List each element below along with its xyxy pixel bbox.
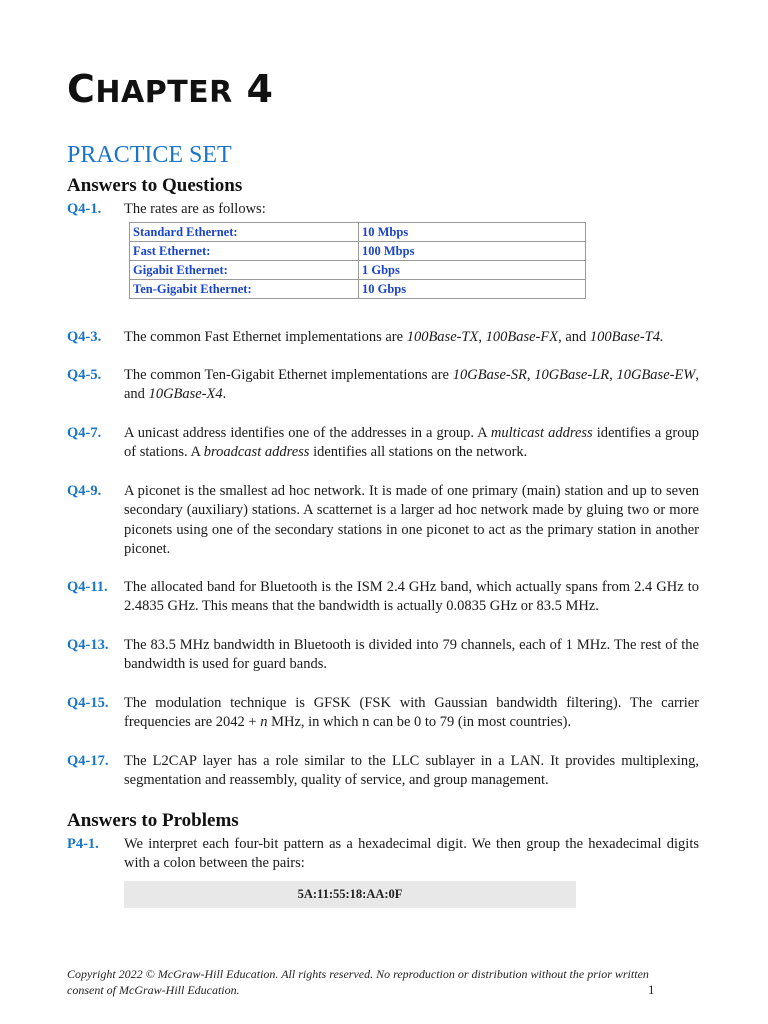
question-item <box>67 424 699 463</box>
problem-answer: We interpret each four-bit pattern as a hexadecimal digit. We then group the hexadecimal digits with a colon between the pairs: <box>124 836 699 872</box>
problem-item <box>67 835 699 874</box>
ethernet-rates-table <box>129 222 586 299</box>
chapter-title-initial: C <box>67 67 96 111</box>
problem-number: P4-1. <box>67 836 99 852</box>
table-row <box>130 280 586 299</box>
question-item <box>67 482 699 560</box>
question-item <box>67 328 699 347</box>
table-cell-rate: 10 Gbps <box>359 280 586 299</box>
question-item <box>67 578 699 617</box>
question-number: Q4-11. <box>67 579 108 595</box>
table-cell-rate: 1 Gbps <box>359 261 586 280</box>
questions-heading: Answers to Questions <box>67 175 243 196</box>
question-answer: The modulation technique is GFSK (FSK with Gaussian bandwidth filtering). The carrier frequencies are 2042 + n MHz, in which n can be 0 to 79 (in most countries). <box>124 695 699 731</box>
question-number: Q4-5. <box>67 367 102 383</box>
question-item <box>67 366 699 405</box>
table-cell-rate: 10 Mbps <box>359 223 586 242</box>
question-number: Q4-9. <box>67 483 102 499</box>
question-answer: The common Fast Ethernet implementations are 100Base-TX, 100Base-FX, and 100Base-T4. <box>124 329 664 345</box>
table-row <box>130 242 586 261</box>
problems-heading: Answers to Problems <box>67 810 239 831</box>
question-number: Q4-1. <box>67 201 102 217</box>
table-cell-name: Standard Ethernet: <box>130 223 359 242</box>
table-cell-name: Gigabit Ethernet: <box>130 261 359 280</box>
question-item <box>67 694 699 733</box>
table-row <box>130 223 586 242</box>
question-number: Q4-17. <box>67 753 109 769</box>
copyright-footer: Copyright 2022 © McGraw-Hill Education. All rights reserved. No reproduction or distribution without the prior written consent of McGraw-Hill Education. <box>67 967 649 997</box>
chapter-title <box>67 67 274 111</box>
question-answer: The 83.5 MHz bandwidth in Bluetooth is divided into 79 channels, each of 1 MHz. The rest of the bandwidth is used for guard bands. <box>124 637 699 673</box>
page-number: 1 <box>648 982 655 997</box>
question-answer: A unicast address identifies one of the addresses in a group. A multicast address identifies a group of stations. A broadcast address identifies all stations on the network. <box>124 425 699 461</box>
question-item <box>67 752 699 791</box>
practice-set-heading: PRACTICE SET <box>67 142 232 168</box>
question-number: Q4-13. <box>67 637 109 653</box>
question-answer: The L2CAP layer has a role similar to the LLC sublayer in a LAN. It provides multiplexing, segmentation and reassembly, quality of service, and group management. <box>124 753 699 789</box>
chapter-number: 4 <box>246 67 274 111</box>
question-answer: The rates are as follows: <box>124 201 266 217</box>
mac-address-box: 5A:11:55:18:AA:0F <box>124 881 576 908</box>
table-row <box>130 261 586 280</box>
table-cell-rate: 100 Mbps <box>359 242 586 261</box>
question-answer: A piconet is the smallest ad hoc network. It is made of one primary (main) station and up to seven secondary (auxiliary) stations. A scatternet is a larger ad hoc network made by gluing two or more piconets using one of the secondary stations in one piconet to act as the primary station in another piconet. <box>124 483 699 558</box>
question-number: Q4-3. <box>67 329 102 345</box>
table-cell-name: Ten-Gigabit Ethernet: <box>130 280 359 299</box>
question-item <box>67 200 699 219</box>
question-answer: The allocated band for Bluetooth is the ISM 2.4 GHz band, which actually spans from 2.4 GHz to 2.4835 GHz. This means that the bandwidth is actually 0.0835 GHz or 83.5 MHz. <box>124 579 699 615</box>
question-number: Q4-15. <box>67 695 109 711</box>
question-number: Q4-7. <box>67 425 102 441</box>
table-cell-name: Fast Ethernet: <box>130 242 359 261</box>
question-answer: The common Ten-Gigabit Ethernet implementations are 10GBase-SR, 10GBase-LR, 10GBase-EW, and 10GBase-X4. <box>124 367 700 403</box>
chapter-title-rest: HAPTER <box>95 75 233 110</box>
question-item <box>67 636 699 675</box>
